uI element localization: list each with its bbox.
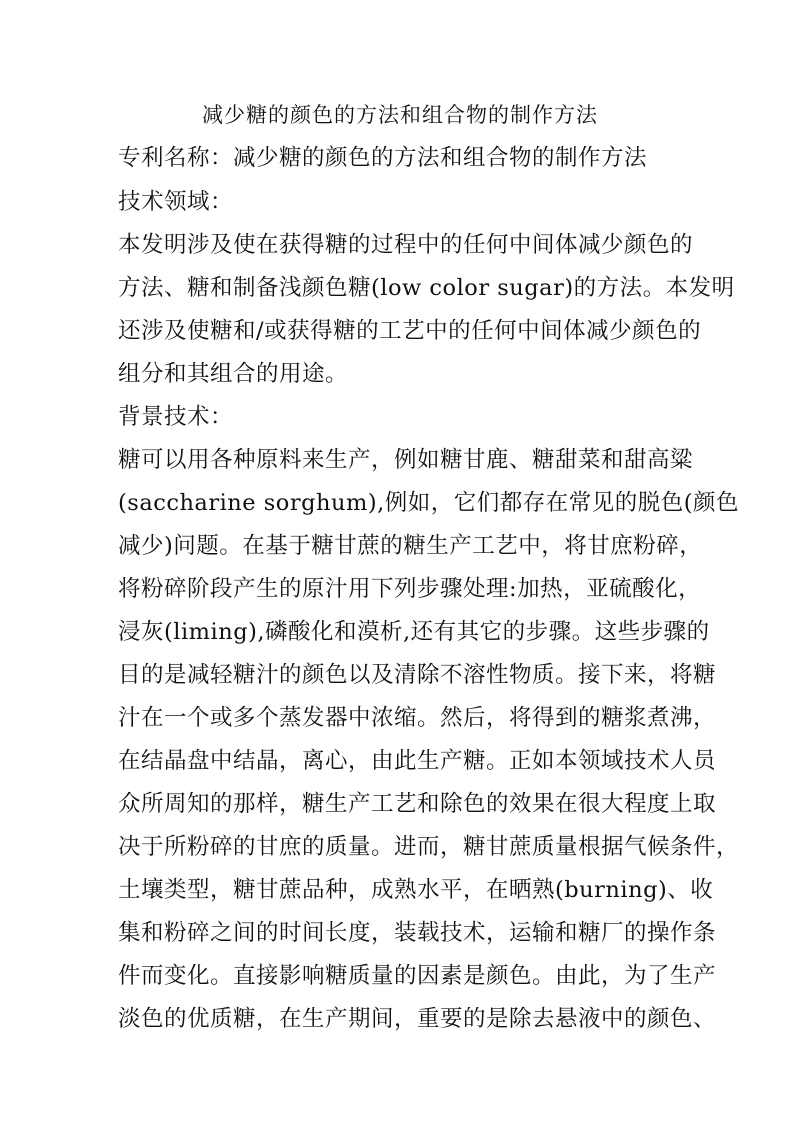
text-line: 本发明涉及使在获得糖的过程中的任何中间体减少颜色的 (118, 232, 694, 258)
text-line: 件而变化。直接影响糖质量的因素是颜色。由此，为了生产 (118, 963, 717, 989)
document-title: 减少糖的颜色的方法和组合物的制作方法 (202, 103, 598, 127)
text-line: 组分和其组合的用途。 (118, 361, 349, 387)
text-line: 决于所粉碎的甘庶的质量。进而，糖甘蔗质量根据气候条件， (118, 834, 740, 860)
text-line: 汁在一个或多个蒸发器中浓缩。然后，将得到的糖浆煮沸， (118, 705, 717, 731)
text-line: 减少)问题。在基于糖甘蔗的糖生产工艺中，将甘庶粉碎， (118, 533, 703, 559)
text-line: 糖可以用各种原料来生产，例如糖甘鹿、糖甜菜和甜高粱 (118, 447, 694, 473)
text-line: 将粉碎阶段产生的原汁用下列步骤处理:加热，亚硫酸化， (118, 576, 702, 602)
text-line: (saccharine sorghum),例如，它们都存在常见的脱色(颜色 (118, 490, 740, 516)
text-line: 在结晶盘中结晶，离心，由此生产糖。正如本领域技术人员 (118, 748, 717, 774)
text-line: 目的是减轻糖汁的颜色以及清除不溶性物质。接下来，将糖 (118, 662, 717, 688)
text-line: 土壤类型，糖甘蔗品种，成熟水平，在晒熟(burning)、收 (118, 877, 714, 903)
section-heading-technical-field: 技术领域： (118, 189, 234, 215)
text-line-patent-name: 专利名称：减少糖的颜色的方法和组合物的制作方法 (118, 145, 648, 171)
text-line: 众所周知的那样，糖生产工艺和除色的效果在很大程度上取 (118, 791, 717, 817)
text-line: 方法、糖和制备浅颜色糖(low color sugar)的方法。本发明 (118, 275, 735, 301)
text-line: 还涉及使糖和/或获得糖的工艺中的任何中间体减少颜色的 (118, 318, 702, 344)
text-line: 浸灰(liming),磷酸化和漠析,还有其它的步骤。这些步骤的 (118, 619, 710, 645)
section-heading-background: 背景技术： (118, 404, 234, 430)
text-line: 集和粉碎之间的时间长度，装载技术，运输和糖厂的操作条 (118, 920, 717, 946)
text-line: 淡色的优质糖，在生产期间，重要的是除去悬液中的颜色、 (118, 1006, 717, 1032)
